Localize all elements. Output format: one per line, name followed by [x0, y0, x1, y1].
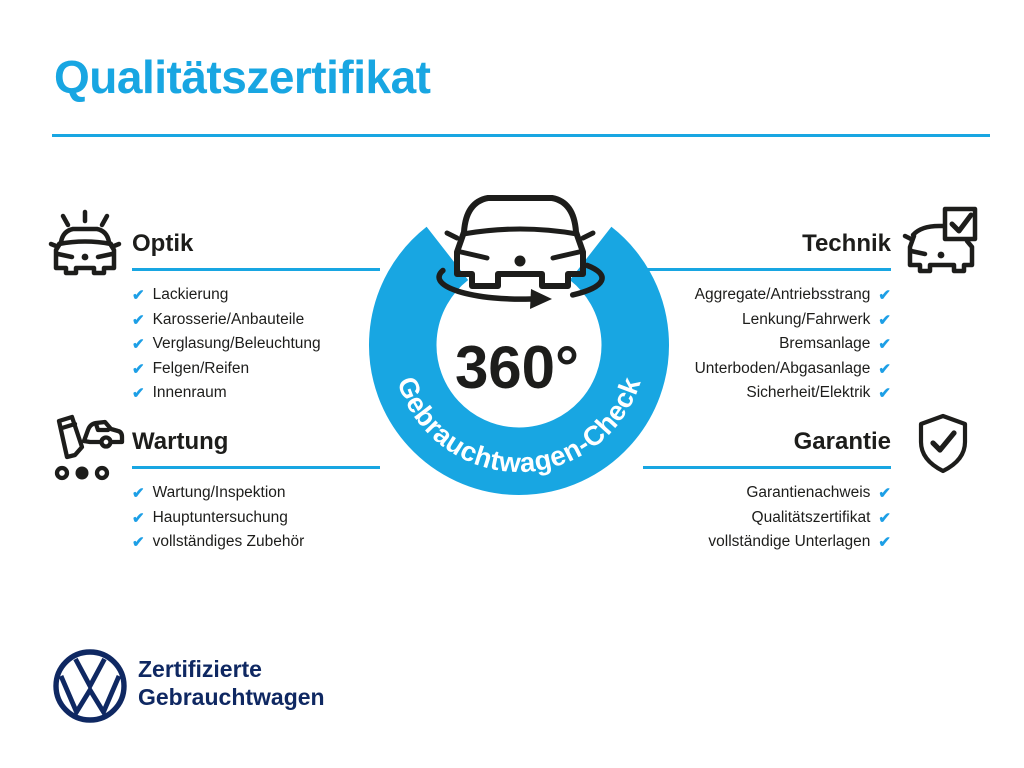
list-item: ✔ Aggregate/Antriebsstrang [694, 286, 891, 305]
footer-line2: Gebrauchtwagen [138, 684, 325, 710]
list-item: ✔ Bremsanlage [779, 335, 891, 354]
check-icon: ✔ [878, 287, 891, 305]
section-technik-title: Technik [643, 230, 891, 271]
360-value: 360° [454, 334, 580, 401]
check-icon: ✔ [878, 360, 891, 378]
list-item: ✔ Innenraum [132, 384, 227, 403]
page-title: Qualitätszertifikat [54, 51, 431, 103]
list-item: ✔ Sicherheit/Elektrik [746, 384, 891, 403]
shield-check-icon [912, 412, 974, 476]
check-icon: ✔ [132, 311, 145, 329]
vw-logo [52, 648, 128, 724]
check-icon: ✔ [878, 509, 891, 527]
car-shine-icon [46, 208, 124, 282]
check-icon: ✔ [878, 336, 891, 354]
car-checkbox-icon [900, 204, 982, 286]
check-icon: ✔ [132, 287, 145, 305]
rotation-arrowhead [530, 289, 552, 309]
list-item: ✔ Wartung/Inspektion [132, 484, 286, 503]
section-optik-title: Optik [132, 230, 380, 271]
list-item: ✔ Garantienachweis [746, 484, 891, 503]
list-item: ✔ Karosserie/Anbauteile [132, 310, 305, 329]
ring-label: Gebrauchtwagen-Check [391, 372, 647, 479]
list-item: ✔ Hauptuntersuchung [132, 508, 288, 527]
check-icon: ✔ [132, 509, 145, 527]
check-icon: ✔ [878, 485, 891, 503]
list-item: ✔ Qualitätszertifikat [751, 508, 891, 527]
list-item: ✔ vollständige Unterlagen [708, 533, 891, 552]
check-icon: ✔ [132, 485, 145, 503]
list-item: ✔ Unterboden/Abgasanlage [694, 359, 891, 378]
service-checklist-icon [44, 410, 128, 486]
footer-brand-text [138, 655, 325, 711]
list-item: ✔ Lackierung [132, 286, 229, 305]
check-icon: ✔ [878, 534, 891, 552]
footer-line1: Zertifizierte [138, 656, 262, 682]
list-item: ✔ Felgen/Reifen [132, 359, 250, 378]
360-check-graphic [330, 160, 708, 520]
check-icon: ✔ [878, 385, 891, 403]
section-wartung-title: Wartung [132, 428, 380, 469]
check-icon: ✔ [132, 385, 145, 403]
list-item: ✔ Verglasung/Beleuchtung [132, 335, 321, 354]
list-item: ✔ vollständiges Zubehör [132, 533, 305, 552]
section-garantie-title: Garantie [643, 428, 891, 469]
check-icon: ✔ [132, 336, 145, 354]
check-icon: ✔ [878, 311, 891, 329]
check-icon: ✔ [132, 360, 145, 378]
title-divider [52, 134, 990, 137]
list-item: ✔ Lenkung/Fahrwerk [742, 310, 891, 329]
car-badge-dot [515, 256, 526, 267]
check-icon: ✔ [132, 534, 145, 552]
